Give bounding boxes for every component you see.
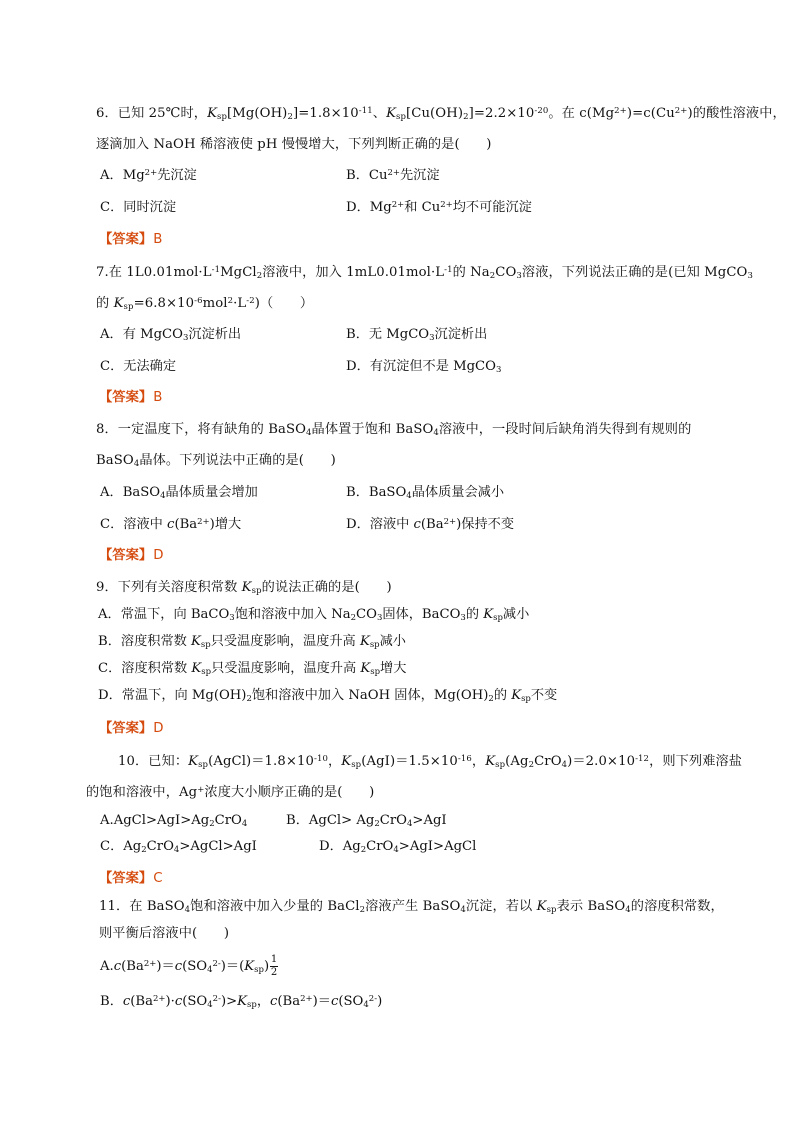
- q7-option-b: B．无 MgCO$_3$沉淀析出: [346, 327, 488, 343]
- answer-label: 【答案】: [99, 548, 153, 563]
- answer-label: 【答案】: [99, 721, 153, 736]
- q9-answer: [99, 720, 163, 738]
- q9-line-1: 9．下列有关溶度积常数 $K_{sp}$的说法正确的是( ): [96, 580, 392, 596]
- q10-line-1: 10．已知：$K_{sp}(AgCl)=1.8\times 10^{-10}$，$K_{sp}(AgI)=1.5\times 10^{-16}$，$K_{sp}(Ag_2CrO_4)=2.0\times 10^{-12}$，则下列难溶盐: [118, 754, 743, 770]
- q9-option-b: B．溶度积常数 $K_{sp}$只受温度影响，温度升高 $K_{sp}$减小: [98, 634, 406, 650]
- q6-line-2: 逐滴加入 NaOH 稀溶液使 pH 慢慢增大，下列判断正确的是( ): [96, 137, 492, 152]
- q6-option-d: D．$Mg^{2+}$和 $Cu^{2+}$均不可能沉淀: [346, 200, 532, 215]
- q11-option-a: $A.c(Ba^{2+})=c(SO_4^{2-})=(K_{sp})$ $\frac{1}{2}$: [100, 954, 278, 978]
- q11-option-b: B．$c(Ba^{2+})\cdot c(SO_4^{2-})>K_{sp}$，$c(Ba^{2+})=c(SO_4^{2-})$: [100, 994, 383, 1010]
- q6-option-b: B．$Cu^{2+}$先沉淀: [346, 168, 440, 183]
- q6-option-c: C．同时沉淀: [100, 200, 177, 215]
- q10-line-2: 的饱和溶液中，Ag+浓度大小顺序正确的是( ): [86, 785, 375, 800]
- q10-answer: [99, 870, 162, 888]
- q8-option-d: D．溶液中 $c(Ba^{2+})$保持不变: [346, 517, 515, 532]
- answer-value: B: [153, 390, 163, 405]
- q10-option-a: $A.AgCl>AgI>Ag_2CrO_4$: [100, 813, 248, 829]
- q9-option-c: C．溶度积常数 $K_{sp}$只受温度影响，温度升高 $K_{sp}$增大: [98, 661, 407, 677]
- q8-option-c: C．溶液中 $c(Ba^{2+})$增大: [100, 517, 242, 532]
- q8-answer: [99, 547, 163, 565]
- q7-option-c: C．无法确定: [100, 359, 177, 374]
- answer-label: 【答案】: [99, 232, 153, 247]
- answer-label: 【答案】: [99, 390, 153, 405]
- q11-line-2: 则平衡后溶液中( ): [99, 926, 230, 941]
- q8-option-b: B．BaSO$_4$晶体质量会减小: [346, 485, 505, 501]
- q7-line-2: 的 $K_{sp}=6.8\times 10^{-6}mol^2\cdot L^{-2}$)（ ）: [96, 296, 314, 312]
- q7-option-a: A．有 MgCO$_3$沉淀析出: [100, 327, 242, 343]
- q8-line-1: 8．一定温度下，将有缺角的 BaSO$_4$晶体置于饱和 BaSO$_4$溶液中，一段时间后缺角消失得到有规则的: [96, 422, 692, 438]
- q8-line-2: BaSO$_4$晶体。下列说法中正确的是( ): [96, 453, 336, 469]
- answer-value: D: [153, 721, 164, 736]
- q10-option-d: D．$Ag_2CrO_4>AgI>AgCl$: [319, 839, 477, 855]
- answer-value: B: [153, 232, 163, 247]
- q11-line-1: 11．在 BaSO$_4$饱和溶液中加入少量的 BaCl$_2$溶液产生 BaSO$_4$沉淀，若以 $K_{sp}$表示 BaSO$_4$的溶度积常数，: [99, 899, 724, 915]
- q6-line-1: 6．已知 25℃时，$K_{sp}[Mg(OH)_2]=1.8\times 10^{-11}$、$K_{sp}[Cu(OH)_2]=2.2\times 10^{-20}$。在 $c(Mg^{2+})=c(Cu^{2+})$的酸性溶液中，: [96, 106, 786, 122]
- answer-value: D: [153, 548, 164, 563]
- answer-label: 【答案】: [99, 871, 153, 886]
- q7-answer: [99, 389, 162, 407]
- q10-option-b: B．AgCl> $Ag_2CrO_4>AgI$: [286, 813, 447, 829]
- q9-option-a: A．常温下，向 BaCO$_3$饱和溶液中加入 $Na_2CO_3$固体，BaCO$_3$的 $K_{sp}$减小: [98, 607, 530, 623]
- q7-line-1: 7.在 $1L0.01mol\cdot L^{-1}MgCl_2$溶液中，加入 $1mL0.01mol\cdot L^{-1}$的 $Na_2CO_3$溶液，下列说法正确的是(已知 MgCO$_3$: [96, 265, 753, 281]
- q8-option-a: A．BaSO$_4$晶体质量会增加: [100, 485, 258, 501]
- q7-option-d: D．有沉淀但不是 MgCO$_3$: [346, 359, 502, 375]
- q9-option-d: D．常温下，向 $Mg(OH)_2$饱和溶液中加入 NaOH 固体，$Mg(OH)_2$的 $K_{sp}$不变: [98, 688, 558, 704]
- fraction-one-half: $\frac{1}{2}$: [270, 954, 278, 978]
- q6-option-a: A．$Mg^{2+}$先沉淀: [100, 168, 197, 183]
- q10-option-c: C．$Ag_2CrO_4>AgCl>AgI$: [100, 839, 257, 855]
- q6-answer: [99, 231, 162, 249]
- answer-value: C: [153, 871, 163, 886]
